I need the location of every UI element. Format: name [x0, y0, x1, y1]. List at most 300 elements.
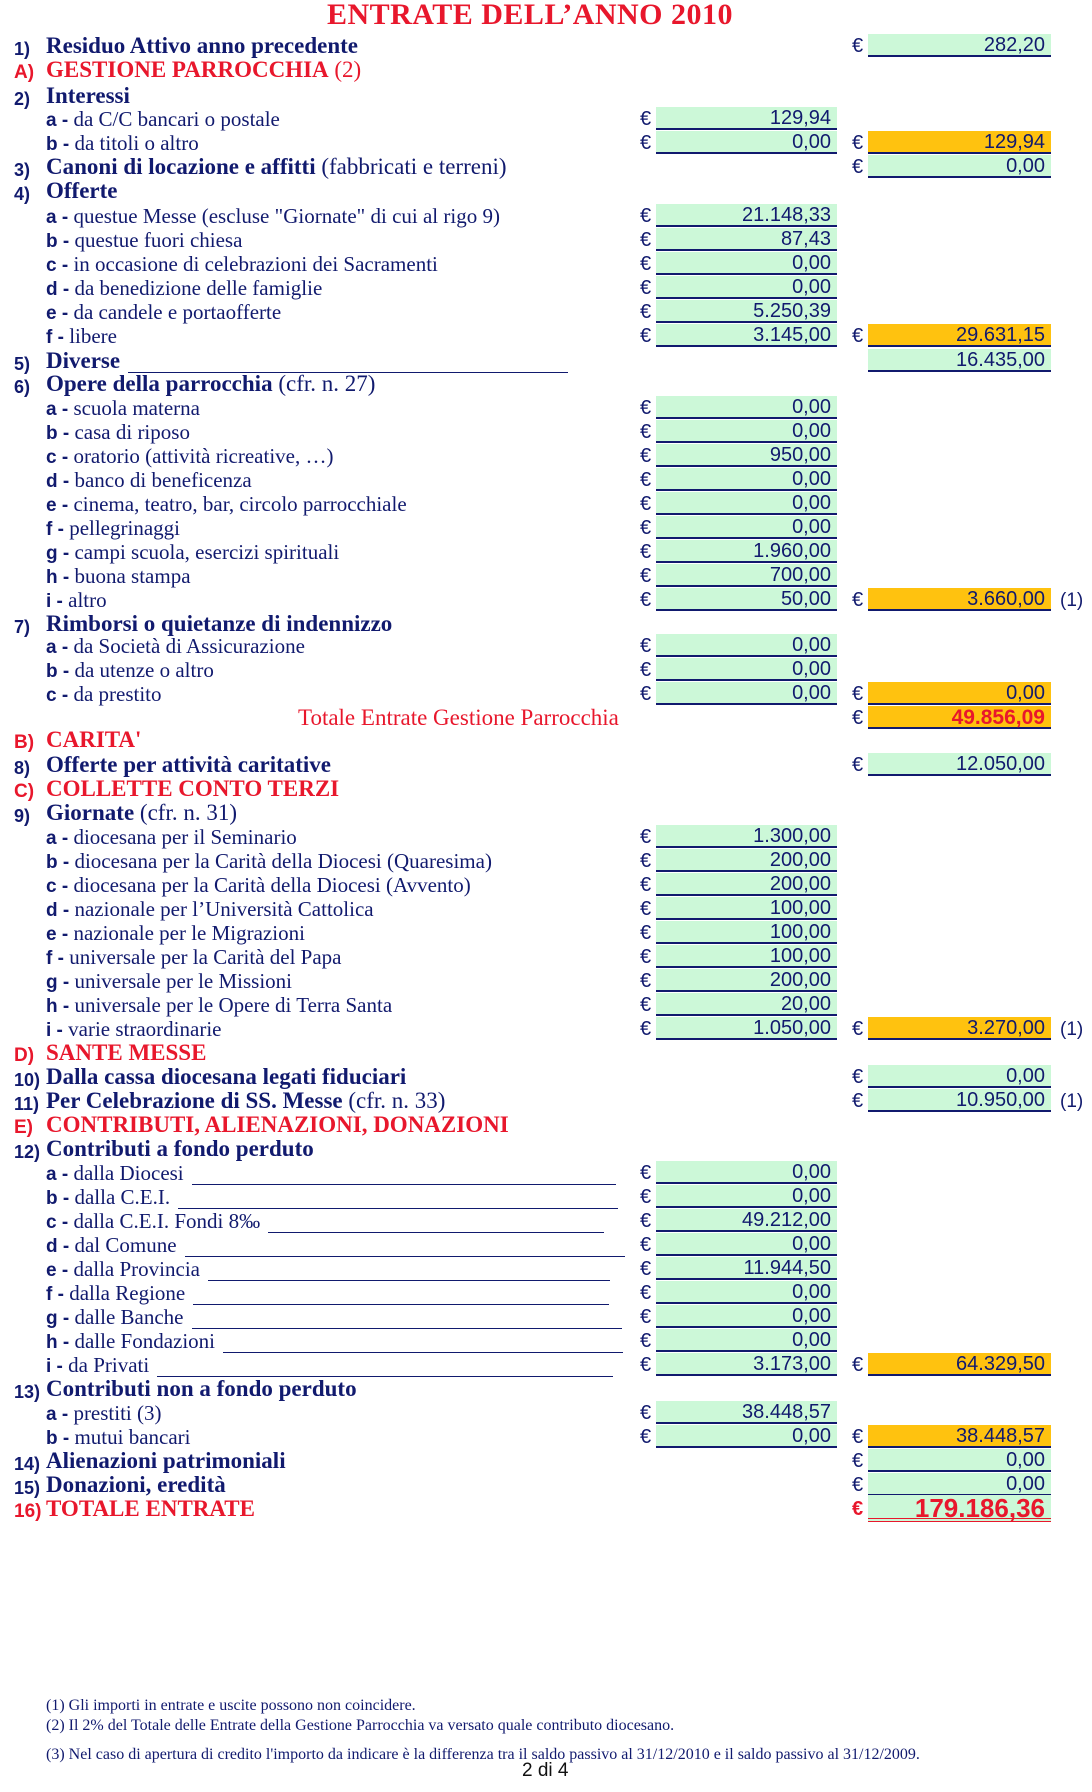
sub-item-letter: c -: [46, 876, 69, 897]
table-row: [0, 776, 1092, 803]
row-heading: [46, 1136, 314, 1162]
amount-cell: 200,00: [656, 849, 837, 872]
table-row: [0, 800, 1092, 827]
sub-item-label: cinema, teatro, bar, circolo parrocchiale: [73, 492, 407, 516]
sub-item: [46, 897, 374, 922]
table-row: [0, 395, 1092, 422]
euro-sign: €: [852, 1498, 864, 1520]
euro-sign: €: [852, 156, 864, 178]
subtotal-cell: 38.448,57: [868, 1425, 1051, 1448]
row-number: 6): [14, 377, 31, 397]
sub-item: [46, 468, 252, 493]
amount-cell: 0,00: [656, 1185, 837, 1208]
row-number: 5): [14, 354, 31, 374]
euro-sign: €: [640, 397, 652, 419]
euro-sign: €: [852, 1090, 864, 1112]
sub-item-letter: h -: [46, 996, 70, 1017]
sub-item-letter: d -: [46, 1236, 70, 1257]
amount-cell: 0,00: [656, 634, 837, 657]
sub-item: [46, 1425, 191, 1450]
subtotal-cell: 0,00: [868, 682, 1051, 705]
table-row: [0, 443, 1092, 470]
row-number: 8): [14, 758, 31, 778]
table-row: [0, 1376, 1092, 1403]
table-row: [0, 1352, 1092, 1379]
row-heading: [46, 1472, 226, 1498]
table-row: [0, 1256, 1092, 1283]
footnote: (2) Il 2% del Totale delle Entrate della Gestione Parrocchia va versato quale contributo diocesano.: [46, 1717, 675, 1734]
table-row: [0, 968, 1092, 995]
row-heading-bold: Giornate: [46, 800, 135, 825]
amount-cell: 0,00: [656, 1305, 837, 1328]
euro-sign: €: [640, 205, 652, 227]
sub-item-label: casa di riposo: [74, 420, 190, 444]
row-number: A): [14, 62, 35, 83]
sub-item: [46, 1017, 221, 1042]
table-row: [0, 467, 1092, 494]
sub-item-letter: c -: [46, 447, 69, 468]
page-title: ENTRATE DELL’ANNO 2010: [326, 0, 734, 31]
sub-item-letter: c -: [46, 255, 69, 276]
row-heading-bold: Diverse: [46, 348, 121, 373]
table-row: [0, 275, 1092, 302]
table-row: [0, 1016, 1092, 1043]
euro-sign: €: [640, 108, 652, 130]
sub-item: [46, 945, 342, 970]
sub-item: [46, 1353, 613, 1378]
euro-sign: €: [640, 1210, 652, 1232]
sub-item-letter: g -: [46, 1308, 70, 1329]
sub-item-letter: i -: [46, 591, 63, 612]
row-heading-bold: Interessi: [46, 83, 130, 108]
sub-item-label: banco di beneficenza: [74, 468, 252, 492]
table-row: [0, 824, 1092, 851]
sub-item-letter: a -: [46, 207, 69, 228]
table-row: [0, 587, 1092, 614]
row-heading-bold: Offerte per attività caritative: [46, 752, 332, 777]
euro-sign: €: [852, 589, 864, 611]
sub-item-label: scuola materna: [73, 396, 200, 420]
table-row: [0, 419, 1092, 446]
sub-item-letter: h -: [46, 567, 70, 588]
euro-sign: €: [640, 132, 652, 154]
sub-item-letter: a -: [46, 110, 69, 131]
sub-item: [46, 276, 322, 301]
euro-sign: €: [640, 589, 652, 611]
sub-item: [46, 993, 392, 1018]
row-heading-bold: SANTE MESSE: [46, 1040, 207, 1065]
row-heading-bold: TOTALE ENTRATE: [46, 1496, 255, 1521]
euro-sign: €: [640, 922, 652, 944]
table-row: [0, 920, 1092, 947]
table-row: [0, 1088, 1092, 1115]
amount-cell: 10.950,00: [868, 1089, 1051, 1112]
row-heading: [46, 178, 118, 204]
amount-cell: 0,00: [656, 252, 837, 275]
sub-item-letter: d -: [46, 900, 70, 921]
footnote: (1) Gli importi in entrate e uscite possono non coincidere.: [46, 1697, 416, 1714]
row-number: B): [14, 732, 35, 753]
row-heading-bold: Contributi non a fondo perduto: [46, 1376, 357, 1401]
table-row: [0, 1112, 1092, 1139]
euro-sign: €: [640, 898, 652, 920]
sub-item-letter: a -: [46, 399, 69, 420]
sub-item-letter: g -: [46, 543, 70, 564]
row-number: 15): [14, 1478, 41, 1498]
amount-cell: 3.173,00: [656, 1353, 837, 1376]
amount-cell: 1.960,00: [656, 540, 837, 563]
row-heading: [46, 1064, 406, 1090]
sub-item: [46, 1257, 610, 1282]
sub-item-label: nazionale per le Migrazioni: [73, 921, 305, 945]
euro-sign: €: [640, 277, 652, 299]
row-heading: [46, 800, 237, 826]
amount-cell: 5.250,39: [656, 300, 837, 323]
amount-cell: 0,00: [868, 1065, 1051, 1088]
row-number: 13): [14, 1382, 41, 1402]
euro-sign: €: [640, 421, 652, 443]
table-row: [0, 1400, 1092, 1427]
amount-cell: 11.944,50: [656, 1257, 837, 1280]
euro-sign: €: [640, 469, 652, 491]
sub-item-label: universale per le Opere di Terra Santa: [74, 993, 393, 1017]
table-row: [0, 1160, 1092, 1187]
amount-cell: 0,00: [656, 1233, 837, 1256]
sub-item: [46, 1401, 162, 1426]
sub-item: [46, 540, 339, 565]
sub-item: [46, 588, 107, 613]
row-heading-bold: Per Celebrazione di SS. Messe: [46, 1088, 343, 1113]
table-row: [0, 1208, 1092, 1235]
sub-item-label: pellegrinaggi: [69, 516, 180, 540]
sub-item-letter: e -: [46, 924, 69, 945]
table-row: [0, 323, 1092, 350]
sub-item-label: dalle Banche: [74, 1305, 184, 1329]
sub-item-label: oratorio (attività ricreative, …): [73, 444, 334, 468]
row-heading: [46, 1088, 445, 1114]
row-heading-bold: CARITA': [46, 727, 142, 752]
row-heading-bold: Contributi a fondo perduto: [46, 1136, 314, 1161]
euro-sign: €: [640, 994, 652, 1016]
table-row: [0, 371, 1092, 398]
table-row: [0, 203, 1092, 230]
euro-sign: €: [640, 1258, 652, 1280]
table-row: [0, 1328, 1092, 1355]
sub-item: [46, 444, 334, 469]
table-row: [0, 491, 1092, 518]
sub-item: [46, 634, 305, 659]
table-row: [0, 106, 1092, 133]
table-row: [0, 1424, 1092, 1451]
amount-cell: 950,00: [656, 444, 837, 467]
euro-sign: €: [640, 1354, 652, 1376]
euro-sign: €: [640, 1186, 652, 1208]
footnote-ref: (1): [1060, 1091, 1084, 1112]
row-heading-note: (cfr. n. 27): [272, 371, 376, 396]
sub-item-letter: b -: [46, 423, 70, 444]
sub-item: [46, 849, 492, 874]
row-heading: [46, 33, 358, 59]
sub-item: [46, 396, 200, 421]
amount-cell: 0,00: [656, 1425, 837, 1448]
sub-item-label: altro: [68, 588, 107, 612]
sub-item: [46, 1185, 618, 1210]
amount-cell: 0,00: [868, 1449, 1051, 1472]
euro-sign: €: [640, 1162, 652, 1184]
sub-item-letter: b -: [46, 661, 70, 682]
table-row: [0, 1064, 1092, 1091]
sub-item: [46, 921, 305, 946]
euro-sign: €: [852, 35, 864, 57]
euro-sign: €: [640, 493, 652, 515]
amount-cell: 100,00: [656, 945, 837, 968]
row-number: D): [14, 1045, 35, 1066]
euro-sign: €: [640, 325, 652, 347]
sub-item: [46, 1209, 604, 1234]
sub-item-label: nazionale per l’Università Cattolica: [74, 897, 374, 921]
sub-item-label: da C/C bancari o postale: [73, 107, 280, 131]
footnote-ref: (1): [1060, 590, 1084, 611]
table-row: [0, 1136, 1092, 1163]
row-heading: [46, 1376, 357, 1402]
subtotal-cell: 49.856,09: [868, 706, 1051, 729]
sub-item-letter: f -: [46, 519, 64, 540]
row-heading-bold: Canoni di locazione e affitti: [46, 154, 316, 179]
table-row: [0, 251, 1092, 278]
table-row: [0, 227, 1092, 254]
amount-cell: 0,00: [656, 276, 837, 299]
table-row: [0, 178, 1092, 205]
sub-item: [46, 420, 190, 445]
sub-item-label: campi scuola, esercizi spirituali: [74, 540, 340, 564]
row-heading-note: (cfr. n. 31): [134, 800, 237, 825]
sub-item-letter: i -: [46, 1356, 63, 1377]
euro-sign: €: [852, 683, 864, 705]
sub-item-label: questue fuori chiesa: [74, 228, 243, 252]
table-row: [0, 681, 1092, 708]
sub-item-label: da Privati: [68, 1353, 150, 1377]
row-number: 16): [14, 1501, 42, 1522]
table-row: [0, 1280, 1092, 1307]
amount-cell: 0,00: [656, 516, 837, 539]
subtotal-cell: 3.270,00: [868, 1017, 1051, 1040]
sub-item: [46, 252, 438, 277]
sub-item: [46, 324, 117, 349]
sub-item-label: da prestito: [73, 682, 162, 706]
sub-item-letter: f -: [46, 1284, 64, 1305]
subtotal-cell: 129,94: [868, 131, 1051, 154]
amount-cell: 38.448,57: [656, 1401, 837, 1424]
sub-item-label: mutui bancari: [74, 1425, 191, 1449]
amount-cell: 0,00: [656, 131, 837, 154]
row-heading-bold: Rimborsi o quietanze di indennizzo: [46, 611, 393, 636]
sub-item-letter: b -: [46, 1188, 70, 1209]
amount-cell: 0,00: [656, 468, 837, 491]
table-row: [0, 848, 1092, 875]
euro-sign: €: [640, 1426, 652, 1448]
sub-item-letter: e -: [46, 495, 69, 516]
row-heading: [46, 1448, 286, 1474]
subtotal-cell: 3.660,00: [868, 588, 1051, 611]
page-number: 2 di 4: [522, 1760, 569, 1781]
table-row: [0, 299, 1092, 326]
euro-sign: €: [640, 970, 652, 992]
amount-cell: 3.145,00: [656, 324, 837, 347]
amount-cell: 100,00: [656, 921, 837, 944]
sub-item: [46, 300, 281, 325]
row-number: 10): [14, 1070, 41, 1090]
euro-sign: €: [852, 325, 864, 347]
euro-sign: €: [640, 659, 652, 681]
table-row: [0, 1448, 1092, 1475]
sub-item: [46, 1161, 616, 1186]
sub-item: [46, 564, 191, 589]
row-heading-bold: Donazioni, eredità: [46, 1472, 226, 1497]
sub-item-letter: d -: [46, 471, 70, 492]
sub-item-letter: b -: [46, 852, 70, 873]
sub-item: [46, 825, 297, 850]
sub-item-letter: e -: [46, 303, 69, 324]
row-heading-note: (fabbricati e terreni): [315, 154, 507, 179]
table-row: [0, 633, 1092, 660]
euro-sign: €: [640, 445, 652, 467]
sub-item-label: da titoli o altro: [74, 131, 199, 155]
table-row: [0, 1304, 1092, 1331]
table-row: [0, 896, 1092, 923]
table-row: [0, 563, 1092, 590]
amount-cell: 0,00: [656, 1281, 837, 1304]
sub-item: [46, 658, 214, 683]
amount-cell: 282,20: [868, 34, 1051, 57]
row-heading: [46, 1040, 206, 1066]
row-heading: [46, 1112, 509, 1138]
sub-item-label: da candele e portaofferte: [73, 300, 282, 324]
euro-sign: €: [640, 229, 652, 251]
sub-item-label: da benedizione delle famiglie: [74, 276, 323, 300]
table-row: [0, 33, 1092, 60]
row-heading: [46, 154, 507, 180]
amount-cell: 700,00: [656, 564, 837, 587]
row-number: E): [14, 1117, 33, 1138]
table-row: [0, 944, 1092, 971]
sub-item-label: dalla C.E.I. Fondi 8‰: [73, 1209, 261, 1233]
amount-cell: 1.050,00: [656, 1017, 837, 1040]
amount-cell: 0,00: [656, 492, 837, 515]
row-number: C): [14, 781, 35, 802]
euro-sign: €: [640, 1330, 652, 1352]
sub-item-label: universale per le Missioni: [74, 969, 293, 993]
table-row: [0, 1493, 1092, 1523]
euro-sign: €: [640, 541, 652, 563]
row-heading-bold: GESTIONE PARROCCHIA: [46, 57, 329, 82]
sub-item-label: dalle Fondazioni: [74, 1329, 216, 1353]
row-number: 7): [14, 617, 31, 637]
sub-item-letter: g -: [46, 972, 70, 993]
table-row: [0, 1232, 1092, 1259]
sub-item-letter: a -: [46, 1164, 69, 1185]
sub-item-label: questue Messe (escluse "Giornate" di cui al rigo 9): [73, 204, 500, 228]
row-heading-bold: Opere della parrocchia: [46, 371, 273, 396]
row-heading-bold: Residuo Attivo anno precedente: [46, 33, 358, 58]
sub-item-label: diocesana per il Seminario: [73, 825, 297, 849]
subtotal-cell: 29.631,15: [868, 324, 1051, 347]
amount-cell: 0,00: [656, 1161, 837, 1184]
euro-sign: €: [852, 1018, 864, 1040]
euro-sign: €: [640, 301, 652, 323]
sub-item-letter: f -: [46, 327, 64, 348]
table-row: [0, 515, 1092, 542]
table-row: [0, 657, 1092, 684]
table-row: [0, 130, 1092, 157]
row-heading-note: (cfr. n. 33): [342, 1088, 446, 1113]
table-row: [0, 727, 1092, 754]
amount-cell: 0,00: [656, 420, 837, 443]
amount-cell: 50,00: [656, 588, 837, 611]
euro-sign: €: [640, 1282, 652, 1304]
row-number: 1): [14, 39, 31, 59]
row-heading-bold: Alienazioni patrimoniali: [46, 1448, 286, 1473]
row-number: 2): [14, 89, 31, 109]
table-row: [0, 539, 1092, 566]
sub-item-label: universale per la Carità del Papa: [69, 945, 342, 969]
euro-sign: €: [852, 1066, 864, 1088]
euro-sign: €: [852, 754, 864, 776]
table-row: [0, 752, 1092, 779]
euro-sign: €: [852, 1474, 864, 1496]
amount-cell: 200,00: [656, 873, 837, 896]
sub-item: [46, 969, 292, 994]
euro-sign: €: [852, 1354, 864, 1376]
row-number: 3): [14, 160, 31, 180]
sub-item-label: da utenze o altro: [74, 658, 214, 682]
euro-sign: €: [852, 707, 864, 729]
row-heading-bold: Dalla cassa diocesana legati fiduciari: [46, 1064, 407, 1089]
row-number: 12): [14, 1142, 41, 1162]
euro-sign: €: [640, 874, 652, 896]
sub-item-label: dalla Regione: [69, 1281, 186, 1305]
row-heading: [46, 727, 141, 753]
euro-sign: €: [640, 946, 652, 968]
row-number: 4): [14, 184, 31, 204]
amount-cell: 200,00: [656, 969, 837, 992]
sub-item-label: buona stampa: [74, 564, 191, 588]
euro-sign: €: [640, 253, 652, 275]
row-heading-note: (2): [328, 57, 362, 82]
table-row: [0, 154, 1092, 181]
row-heading-bold: CONTRIBUTI, ALIENAZIONI, DONAZIONI: [46, 1112, 509, 1137]
amount-cell: 129,94: [656, 107, 837, 130]
row-heading: [46, 57, 361, 83]
sub-item: [46, 1281, 609, 1306]
footnote: (3) Nel caso di apertura di credito l'importo da indicare è la differenza tra il saldo passivo al 31/12/2010 e il saldo passivo al 31/12/2009.: [46, 1746, 920, 1763]
amount-cell: 49.212,00: [656, 1209, 837, 1232]
euro-sign: €: [640, 826, 652, 848]
sub-item-label: dalla C.E.I.: [74, 1185, 171, 1209]
euro-sign: €: [640, 635, 652, 657]
sub-item: [46, 131, 199, 156]
amount-cell: 0,00: [656, 682, 837, 705]
amount-cell: 0,00: [868, 1473, 1051, 1496]
euro-sign: €: [640, 683, 652, 705]
row-number: 14): [14, 1454, 41, 1474]
amount-cell: 16.435,00: [868, 349, 1051, 372]
table-row: [0, 1184, 1092, 1211]
table-row: [0, 992, 1092, 1019]
sub-item-label: varie straordinarie: [68, 1017, 222, 1041]
table-row: [0, 1040, 1092, 1067]
sub-item-label: libere: [69, 324, 117, 348]
amount-cell: 0,00: [868, 155, 1051, 178]
